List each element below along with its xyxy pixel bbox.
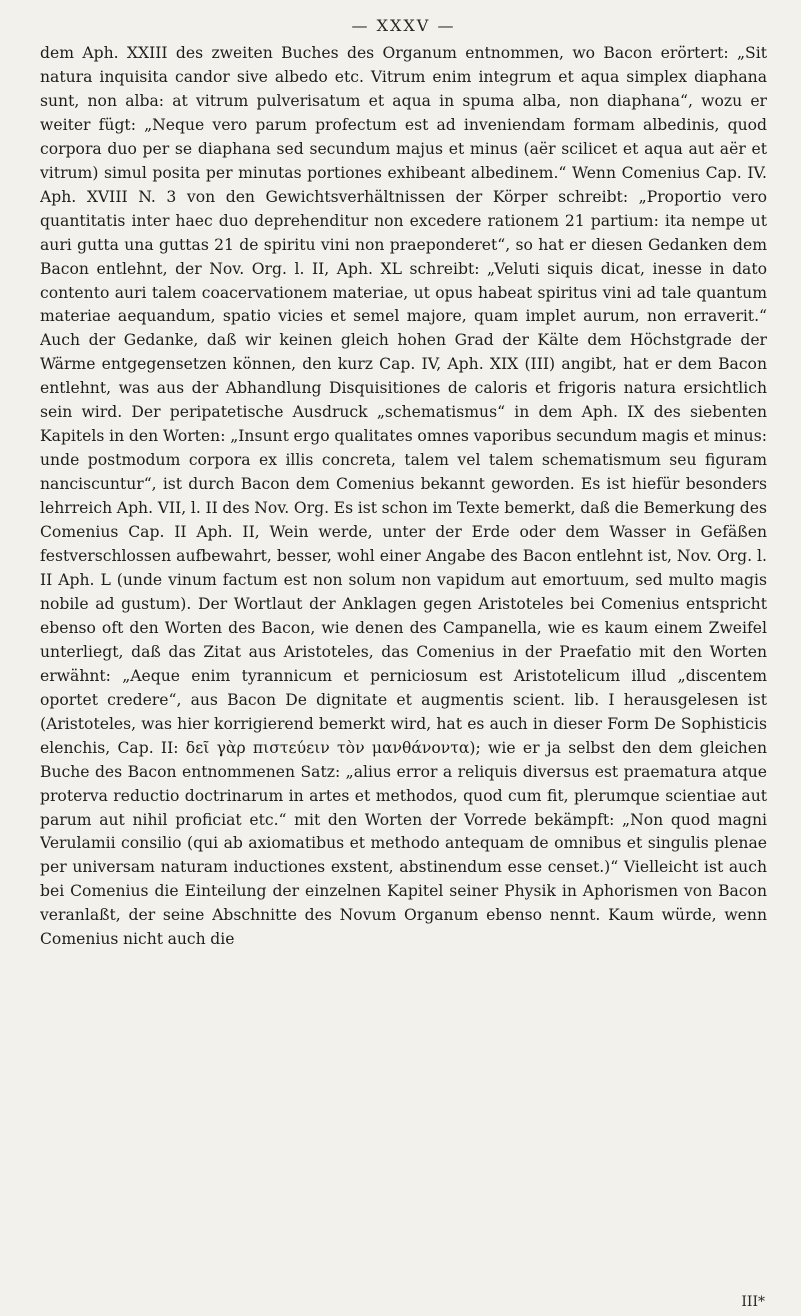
body-text bbox=[40, 42, 767, 1308]
paragraph: dem Aph. XXIII des zweiten Buches des Organum entnommen, wo Bacon erörtert: „Sit natura inquisita candor sive albedo etc. Vitrum enim integrum et aqua simplex diaphana sunt, non alba: at vitrum pulverisatum et aqua in spuma alba, non diaphana“, wozu er weiter fügt: „Neque vero parum profectum est ad inveniendam formam albedinis, quod corpora duo per se diaphana sed secundum majus et minus (aër scilicet et aqua aut aër et vitrum) simul posita per minutas portiones exhibeant albedinem.“ Wenn Comenius Cap. IV. Aph. XVIII N. 3 von den Gewichtsverhältnissen der Körper schreibt: „Proportio vero quantitatis inter haec duo deprehenditur non excedere rationem 21 partium: ita nempe ut auri gutta una guttas 21 de spiritu vini non praeponderet“, so hat er diesen Gedanken dem Bacon entlehnt, der Nov. Org. l. II, Aph. XL schreibt: „Veluti siquis dicat, inesse in dato contento auri talem coacervationem materiae, ut opus habeat spiritus vini ad tale quantum materiae aequandum, spatio vicies et semel majore, quam implet aurum, non erraverit.“ Auch der Gedanke, daß wir keinen gleich hohen Grad der Kälte dem Höchstgrade der Wärme entgegensetzen können, den kurz Cap. IV, Aph. XIX (III) angibt, hat er dem Bacon entlehnt, was aus der Abhandlung Disquisitiones de caloris et frigoris natura ersichtlich sein wird. Der peripatetische Ausdruck „schematismus“ in dem Aph. IX des siebenten Kapitels in den Worten: „Insunt ergo qualitates omnes vaporibus secundum magis et minus: unde postmodum corpora ex illis concreta, talem vel talem schematismum seu figuram nanciscuntur“, ist durch Bacon dem Comenius bekannt geworden. Es ist hiefür besonders lehrreich Aph. VII, l. II des Nov. Org. Es ist schon im Texte bemerkt, daß die Bemerkung des Comenius Cap. II Aph. II, Wein werde, unter der Erde oder dem Wasser in Gefäßen festverschlossen aufbewahrt, besser, wohl einer Angabe des Bacon entlehnt ist, Nov. Org. l. II Aph. L (unde vinum factum est non solum non vapidum aut emortuum, sed multo magis nobile ad gustum). Der Wortlaut der Anklagen gegen Aristoteles bei Comenius entspricht ebenso oft den Worten des Bacon, wie denen des Campanella, wie es kaum einem Zweifel unterliegt, daß das Zitat aus Aristoteles, das Comenius in der Praefatio mit den Worten erwähnt: „Aeque enim tyrannicum et perniciosum est Aristotelicum illud „discentem oportet credere“, aus Bacon De dignitate et augmentis scient. lib. I herausgelesen ist (Aristoteles, was hier korrigierend bemerkt wird, hat es auch in dieser Form De Sophisticis elenchis, Cap. II: δεῖ γὰρ πιστεύειν τὸν μανθάνοντα); wie er ja selbst den dem gleichen Buche des Bacon entnommenen Satz: „alius error a reliquis diversus est praematura atque proterva reductio doctrinarum in artes et methodos, quod cum fit, plerumque scientiae aut parum aut nihil proficiat etc.“ mit den Worten der Vorrede bekämpft: „Non quod magni Verulamii consilio (qui ab axiomatibus et methodo antequam de omnibus et singulis plenae per universam naturam inductiones exstent, abstinendum esse censet.)“ Vielleicht ist auch bei Comenius die Einteilung der einzelnen Kapitel seiner Physik in Aphorismen von Bacon veranlaßt, der seine Abschnitte des Novum Organum ebenso nennt. Kaum würde, wenn Comenius nicht auch die bbox=[40, 44, 767, 949]
signature-mark: III* bbox=[741, 1294, 765, 1310]
page-number-header: — XXXV — bbox=[351, 16, 456, 35]
